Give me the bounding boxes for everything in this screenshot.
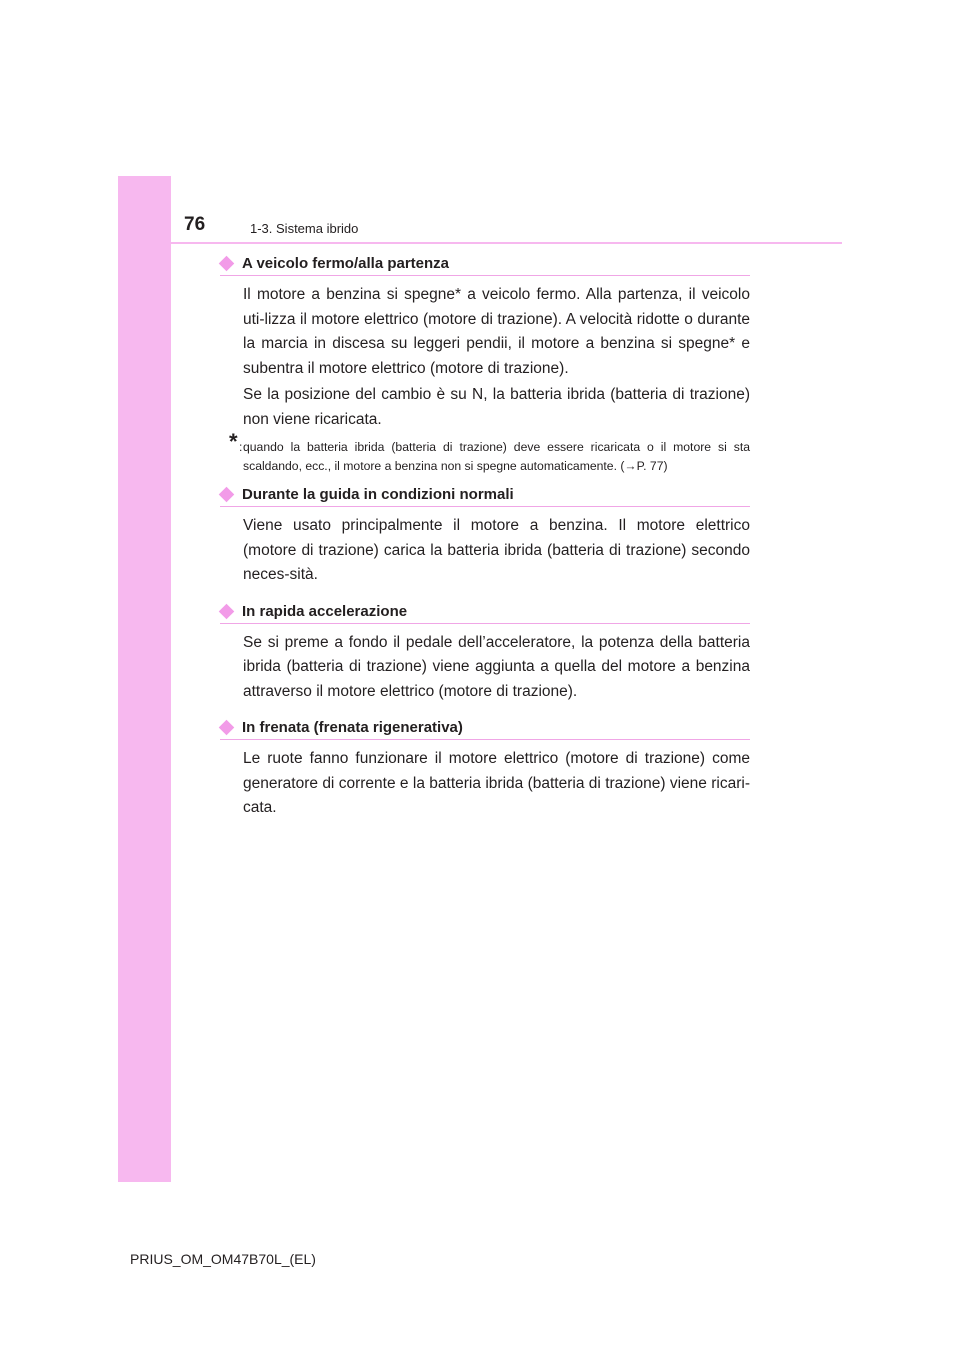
section-heading-label: A veicolo fermo/alla partenza [242, 255, 450, 272]
page-content [220, 255, 750, 821]
section-heading [220, 603, 750, 624]
section-heading-label: Durante la guida in condizioni normali [242, 486, 514, 503]
footnote-text: quando la batteria ibrida (batteria di trazione) deve essere ricaricata o il motore si sta scaldando, ecc., il motore a benzina non si spegne automaticamente. (→P. 77) [243, 440, 750, 473]
document-code: PRIUS_OM_OM47B70L_(EL) [130, 1251, 316, 1267]
page-number: 76 [184, 214, 206, 235]
section-vehicle-stopped [220, 255, 750, 475]
footnote-colon: : [239, 440, 243, 454]
section-heading [220, 719, 750, 740]
body-paragraph: Viene usato principalmente il motore a benzina. Il motore elettrico (motore di trazione) carica la batteria ibrida (batteria di trazione) secondo neces-sità. [243, 517, 750, 583]
section-rapid-acceleration [220, 603, 750, 705]
diamond-bullet-icon [219, 487, 235, 503]
diamond-bullet-icon [219, 720, 235, 736]
footnote-marker: * [229, 429, 238, 454]
sidebar-band [118, 176, 171, 1182]
diamond-bullet-icon [219, 256, 235, 272]
section-heading [220, 255, 750, 276]
body-paragraph: Se la posizione del cambio è su N, la batteria ibrida (batteria di trazione) non viene ricaricata. [243, 386, 750, 428]
section-heading-label: In rapida accelerazione [242, 602, 408, 620]
header-divider [118, 242, 842, 244]
section-regenerative-braking [220, 719, 750, 821]
body-paragraph: Il motore a benzina si spegne* a veicolo fermo. Alla partenza, il veicolo uti-lizza il motore elettrico (motore di trazione). A velocità ridotte o durante la marcia in discesa su leggeri pendii, il motore a benzina si spegne* e subentra il motore elettrico (motore di trazione). [243, 286, 750, 377]
chapter-title: 1-3. Sistema ibrido [250, 221, 359, 236]
body-paragraph: Se si preme a fondo il pedale dell’acceleratore, la potenza della batteria ibrida (batteria di trazione) viene aggiunta a quella del motore a benzina attraverso il motore elettrico (motore di trazione). [243, 633, 750, 700]
section-heading-label: In frenata (frenata rigenerativa) [242, 719, 463, 736]
section-heading [220, 486, 750, 507]
section-normal-driving [220, 486, 750, 588]
body-paragraph: Le ruote fanno funzionare il motore elettrico (motore di trazione) come generatore di corrente e la batteria ibrida (batteria di trazione) viene ricari-cata. [243, 750, 750, 816]
diamond-bullet-icon [219, 603, 235, 619]
footnote [229, 429, 750, 475]
